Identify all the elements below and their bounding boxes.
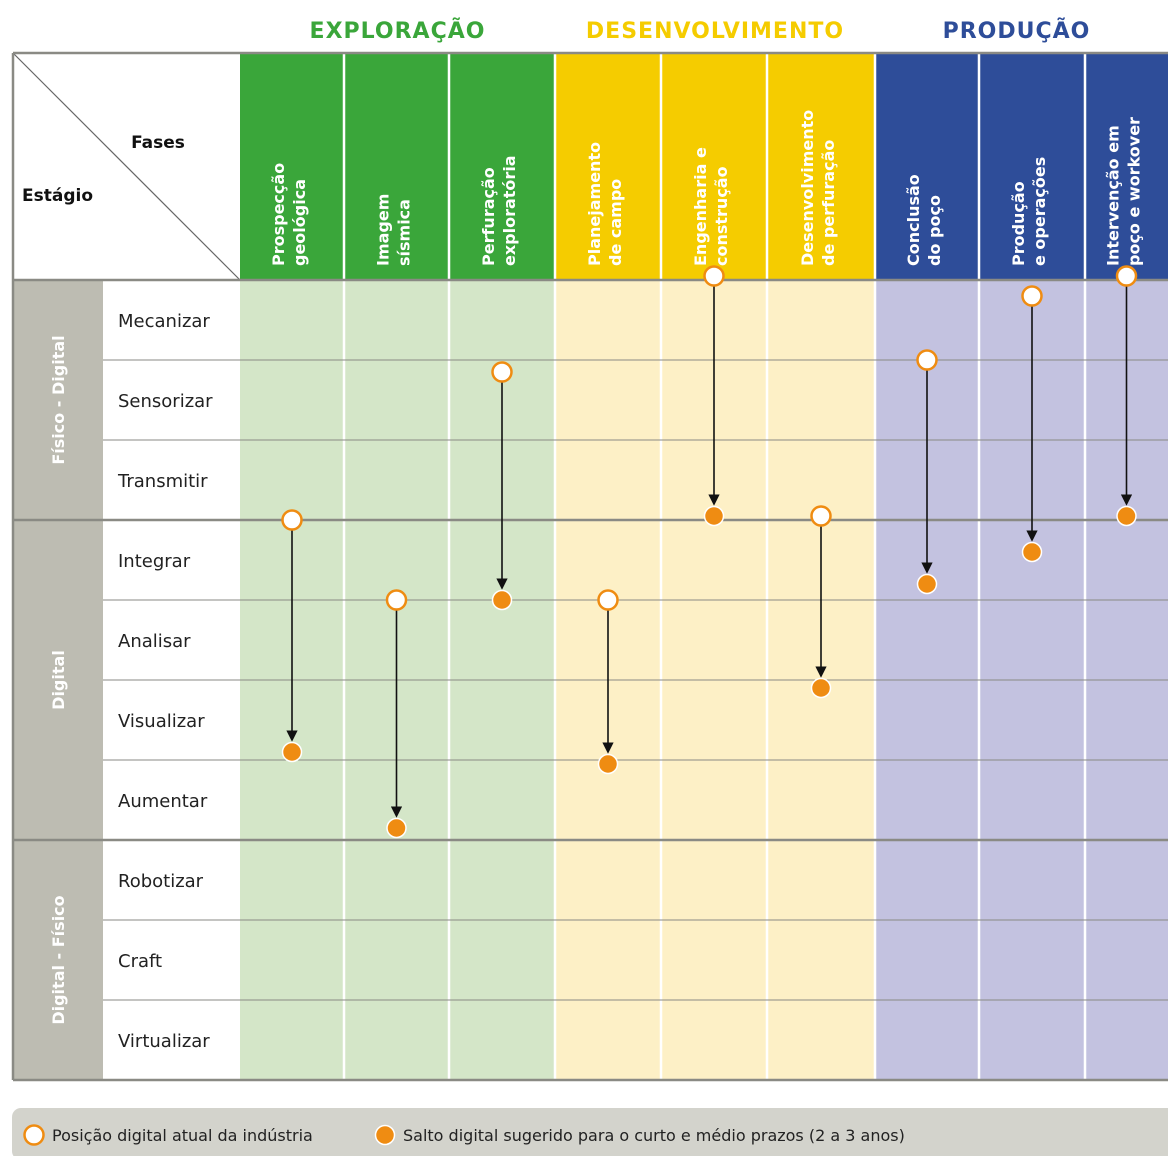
column-header-label: Conclusão: [904, 174, 923, 266]
column-header-label: Planejamento: [585, 141, 604, 266]
current-position-marker: [918, 351, 937, 370]
current-position-marker: [387, 591, 406, 610]
current-position-marker: [283, 511, 302, 530]
column-header-label: sísmica: [394, 199, 414, 266]
column-header-label: Prospecção: [269, 162, 288, 266]
stage-label: Digital: [49, 650, 68, 710]
legend-suggested-marker: [376, 1126, 395, 1145]
column-header-label: Perfuração: [479, 167, 498, 266]
column-header-label: Engenharia e: [691, 147, 710, 266]
corner-phases-label: Fases: [131, 133, 185, 153]
column-header-label: do poço: [925, 195, 944, 266]
column-header-label: Intervenção em: [1103, 125, 1123, 266]
column-header-label: e operações: [1030, 156, 1049, 266]
current-position-marker: [1117, 267, 1136, 286]
column-header-label: Produção: [1009, 181, 1028, 266]
phase-title: EXPLORAÇÃO: [309, 19, 486, 44]
current-position-marker: [1023, 287, 1042, 306]
current-position-marker: [493, 363, 512, 382]
row-label: Visualizar: [118, 711, 205, 732]
row-label: Integrar: [118, 551, 191, 572]
column-header-label: de perfuração: [819, 139, 838, 266]
row-label: Robotizar: [118, 871, 204, 892]
corner-stage-label: Estágio: [22, 186, 94, 206]
legend-current-label: Posição digital atual da indústria: [52, 1126, 313, 1145]
suggested-position-marker: [387, 819, 406, 838]
row-label: Transmitir: [118, 471, 208, 492]
stage-label: Digital - Físico: [49, 895, 68, 1025]
row-label: Analisar: [118, 631, 191, 652]
current-position-marker: [599, 591, 618, 610]
suggested-position-marker: [599, 755, 618, 774]
row-label: Aumentar: [118, 791, 208, 812]
suggested-position-marker: [493, 591, 512, 610]
suggested-position-marker: [918, 575, 937, 594]
current-position-marker: [812, 507, 831, 526]
current-position-marker: [705, 267, 724, 286]
suggested-position-marker: [812, 679, 831, 698]
row-label: Craft: [118, 951, 163, 972]
stage-label: Físico - Digital: [49, 335, 68, 465]
column-header-label: geológica: [290, 179, 309, 266]
phase-title: DESENVOLVIMENTO: [585, 19, 845, 44]
column-header-label: de campo: [606, 178, 625, 266]
legend-current-marker: [25, 1126, 44, 1145]
column-header-label: poço e workover: [1124, 117, 1144, 266]
suggested-position-marker: [1117, 507, 1136, 526]
column-header-label: exploratória: [500, 155, 519, 266]
suggested-position-marker: [1023, 543, 1042, 562]
column-header-label: Imagem: [373, 193, 393, 266]
column-header-label: construção: [712, 166, 731, 266]
suggested-position-marker: [705, 507, 724, 526]
legend-suggested-label: Salto digital sugerido para o curto e médio prazos (2 a 3 anos): [403, 1126, 905, 1145]
row-label: Sensorizar: [118, 391, 213, 412]
row-label: Mecanizar: [118, 311, 210, 332]
phase-title: PRODUÇÃO: [942, 19, 1091, 44]
row-label: Virtualizar: [118, 1031, 210, 1052]
column-header-label: Desenvolvimento: [798, 109, 817, 266]
suggested-position-marker: [283, 743, 302, 762]
